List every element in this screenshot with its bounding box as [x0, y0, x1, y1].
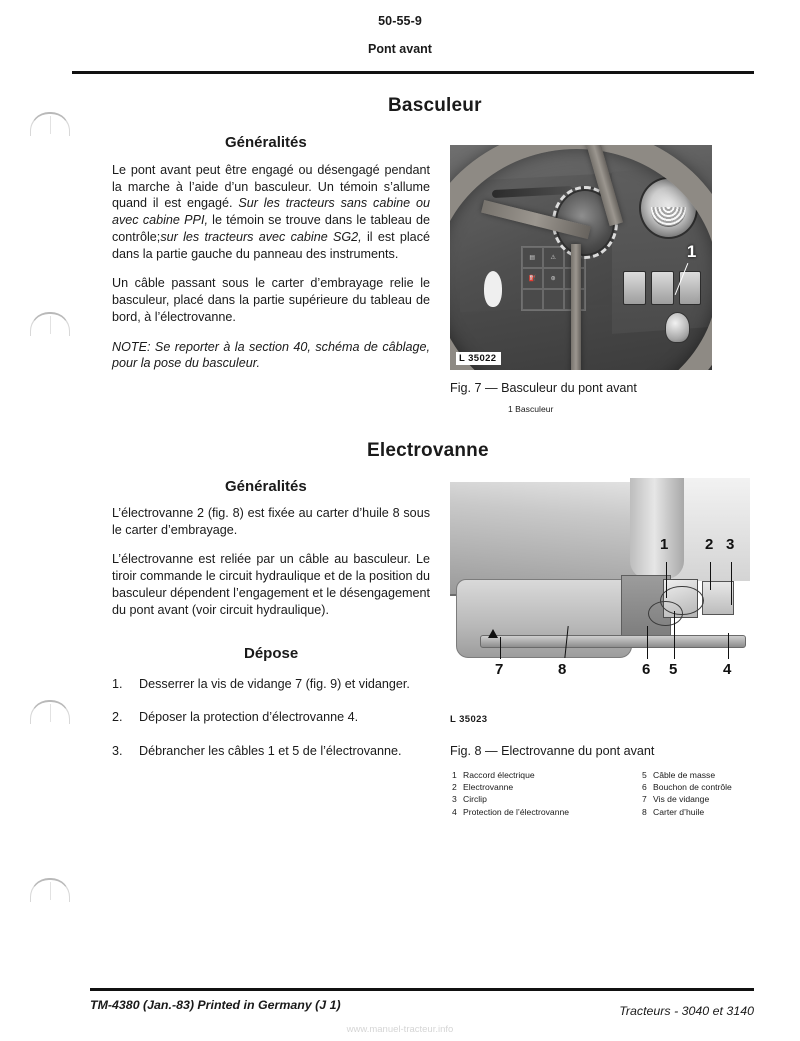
paragraph-note: NOTE: Se reporter à la section 40, schéma de câblage, pour la pose du basculeur. [112, 339, 430, 371]
legend-entry: 8 Carter d’huile [642, 806, 705, 817]
para-1-mid: le témoin se trouve dans le tableau de contrôle; [112, 213, 430, 244]
step-text: Déposer la protection d’électrovanne 4. [139, 710, 359, 725]
legend-entry: 5 Câble de masse [642, 770, 716, 780]
figure-8-callout-7: 7 [495, 660, 504, 678]
figure-8-callout-8: 8 [558, 660, 567, 678]
figure-7-caption: Fig. 7 — Basculeur du pont avant [450, 381, 637, 395]
figure-8-legend [452, 769, 732, 818]
figure-8-photo-code: L 35023 [450, 714, 488, 725]
figure-8-callout-2: 2 [705, 536, 714, 554]
para-1-end: il est placé dans la partie gauche du panneau des instruments. [112, 229, 430, 261]
figure-8-callout-6: 6 [642, 660, 651, 678]
legend-entry: 3 Circlip [452, 794, 487, 805]
removal-steps [112, 676, 442, 776]
paragraph-4: L’électrovanne est reliée par un câble au basculeur. Le tiroir commande le circuit hydraulique et de la position du basculeur dépendent l’engagement et le désengagement du pont avant (voir circuit hydraulique). [112, 552, 430, 617]
punch-hole [30, 112, 70, 136]
watermark: www.manuel-tracteur.info [346, 1024, 454, 1035]
legend-entry: 2 Electrovanne [452, 782, 514, 793]
body-text-basculeur [112, 162, 430, 372]
page-section-code: 50-55-9 [378, 14, 422, 28]
figure-7-photo-code: L 35022 [456, 352, 501, 365]
para-1-italic-a: Sur les tracteurs sans cabine ou avec cabine PPI, [112, 196, 431, 228]
step-text: Débrancher les câbles 1 et 5 de l’électrovanne. [139, 743, 402, 758]
figure-8-callout-1: 1 [660, 536, 669, 554]
para-1-lead: Le pont avant peut être engagé ou désengagé pendant la marche à l’aide d’un basculeur. Un témoin s’allume quand il est engagé. [112, 163, 430, 211]
subtitle-depose: Dépose [244, 645, 299, 662]
paragraph-3: L’électrovanne 2 (fig. 8) est fixée au carter d’huile 8 sous le carter d’embrayage. [112, 506, 430, 537]
running-head: Pont avant [368, 42, 432, 56]
para-1-italic-b: sur les tracteurs avec cabine SG2, [160, 229, 362, 244]
section-title-basculeur: Basculeur [388, 95, 482, 116]
subtitle-generalites-2: Généralités [225, 478, 307, 495]
figure-8-photo [450, 478, 750, 693]
footer-rule [90, 988, 754, 991]
header-rule [72, 71, 754, 74]
paragraph-2: Un câble passant sous le carter d’embrayage relie le basculeur, placé dans la partie supérieure du tableau de bord, à l’électrovanne. [112, 276, 430, 324]
step-text: Desserrer la vis de vidange 7 (fig. 9) et vidanger. [139, 677, 410, 691]
legend-entry: 4 Protection de l’électrovanne [452, 806, 570, 817]
legend-entry: 7 Vis de vidange [642, 794, 710, 805]
legend-entry: 1 Raccord électrique [452, 770, 535, 780]
footer-publication: TM-4380 (Jan.-83) Printed in Germany (J 1) [90, 998, 341, 1012]
subtitle-generalites-1: Généralités [225, 134, 307, 151]
punch-hole [30, 312, 70, 336]
figure-7-photo [450, 145, 712, 370]
legend-entry: 6 Bouchon de contrôle [642, 782, 732, 793]
punch-hole [30, 700, 70, 724]
paragraph-1 [112, 162, 430, 262]
figure-8-caption: Fig. 8 — Electrovanne du pont avant [450, 744, 655, 758]
warning-lamp-grid: ▤ ⚠ ⛽ ⊛ [521, 246, 586, 311]
punch-hole [30, 878, 70, 902]
figure-8-callout-5: 5 [669, 660, 678, 678]
list-item [112, 709, 442, 725]
step-number: 1. [112, 677, 123, 691]
section-title-electrovanne: Electrovanne [367, 440, 489, 461]
step-number: 3. [112, 743, 123, 758]
list-item [112, 743, 442, 759]
figure-7-legend: 1 Basculeur [508, 404, 554, 414]
list-item [112, 676, 442, 692]
body-text-electrovanne [112, 505, 430, 618]
figure-7-callout-1: 1 [686, 241, 697, 261]
footer-models: Tracteurs - 3040 et 3140 [619, 1004, 754, 1018]
step-number: 2. [112, 710, 123, 725]
figure-8-callout-4: 4 [723, 660, 732, 678]
figure-8-callout-3: 3 [726, 536, 735, 554]
